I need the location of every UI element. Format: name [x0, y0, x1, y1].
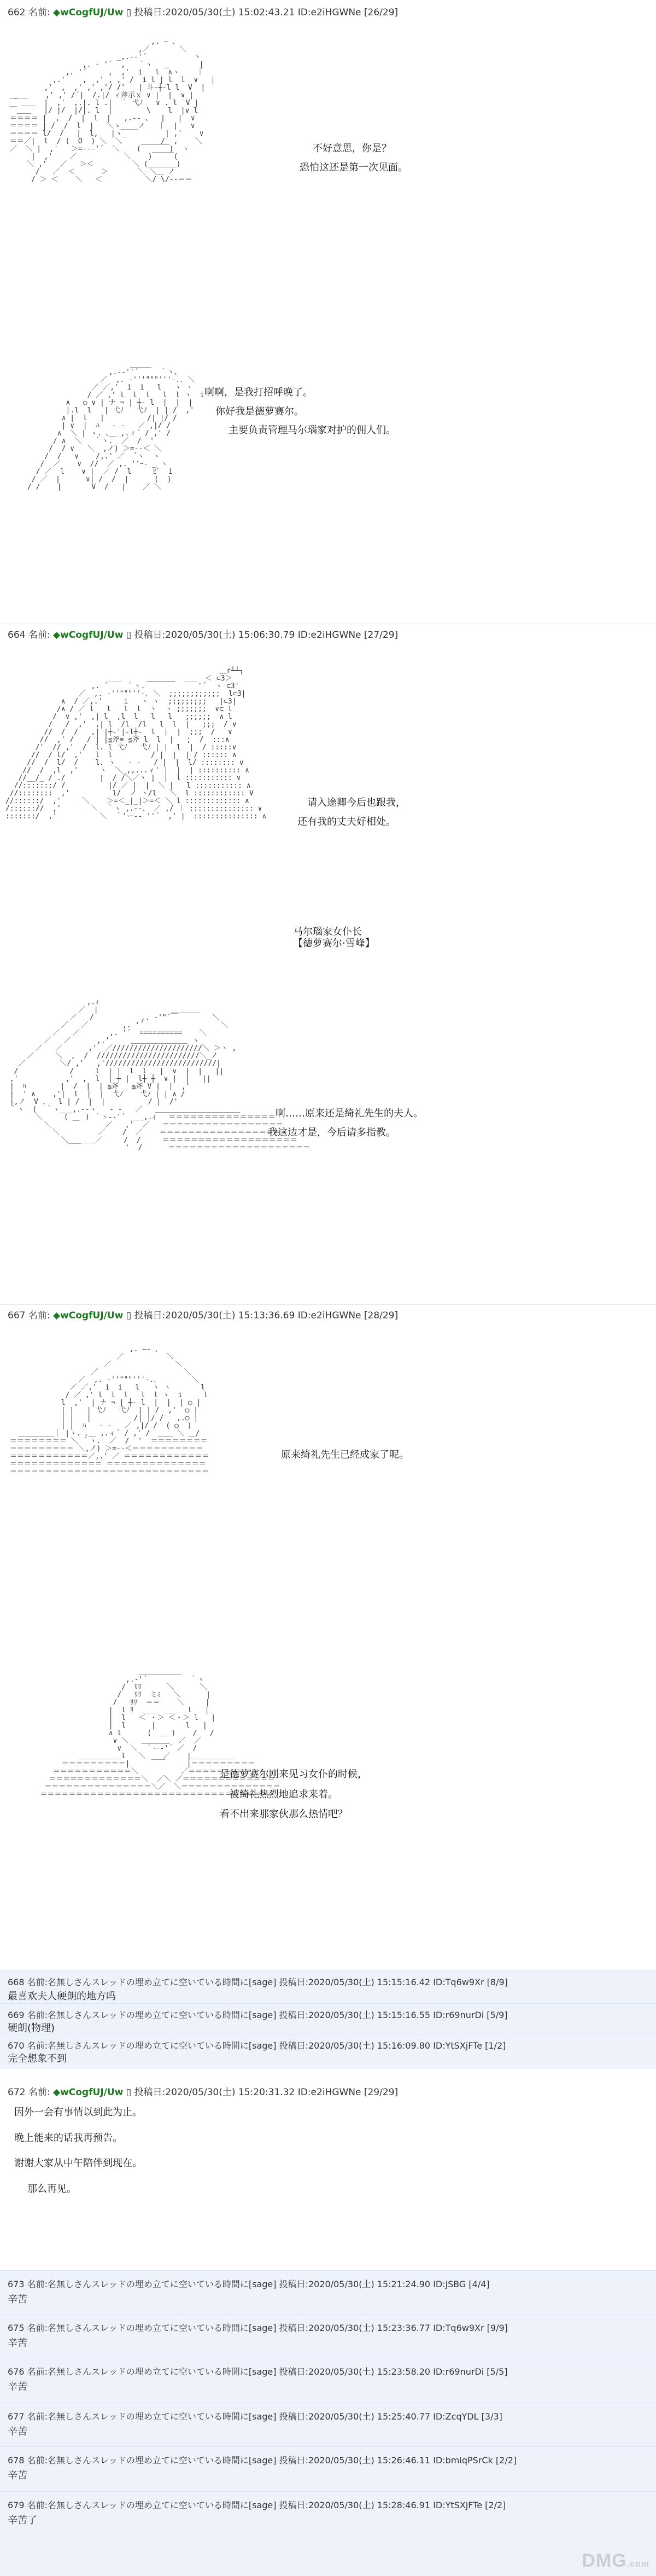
poster-trip: ◆wCogfUJ/Uw	[53, 7, 124, 18]
date-label: 投稿日:	[279, 2500, 308, 2510]
poster-id[interactable]: ID:e2iHGWNe	[297, 2087, 361, 2098]
post-number[interactable]: 673	[8, 2279, 25, 2289]
caption-line: 【德萝赛尔·雪峰】	[293, 937, 375, 949]
date-label: 投稿日:	[279, 2279, 308, 2289]
box-glyph: ▯	[126, 630, 132, 641]
reply-count: [1/2]	[485, 2040, 506, 2051]
reply-id[interactable]: ID:ZcqYDL	[433, 2411, 479, 2422]
reply-679	[0, 2491, 656, 2576]
ascii-art-5: ,. ―‐ ､ ／ ＼ ／ ＼ ／ ＼ ／ ,. ‐''"""'''‐.､ ＼ ／ ／,' i i l ヽ ヽ l / ／ ,' l l l l l ヽ i l l ,' | ナ ¬ | ┼- l | | | ○ | | | | 弋ﾉ 弋ﾉ | | / ,' ○ | | | | /| |/ / ,.○ | | | ﾊ ‐ ‐ ／ ,|/ / ( ○ ) ＿＿＿＿＿｜ |ヽ. ､＿ ,.ィ´ / ,' / ＿＿ ＼ ＿/ ＝＝＝＝＝＝＝＝ ＼ ｀ヽ. ／ / ' ＝＝＝＝＝＝＝＝ ＝＝＝＝＝＝＝＝＝ ＼,ノ) ＞=‐-＜＝＝＝＝＝＝＝＝＝＝ ＝＝＝＝＝＝＝＝＝＝＝／,.' ／ ＝＝＝＝＝＝＝＝＝＝＝＝ ＝＝＝＝＝＝＝＝＝＝＝＝＝ ＝＝＝＝＝＝＝＝＝＝＝＝＝＝ ＝＝＝＝＝＝＝＝＝＝＝＝＝＝＝＝＝＝＝＝＝＝＝＝＝＝＝＝	[9, 1345, 209, 1476]
post-number[interactable]: 664	[8, 630, 26, 641]
reply-678	[0, 2446, 656, 2491]
dialog-line: 原来绮礼先生已经成家了呢。	[281, 1449, 409, 1461]
ascii-art-2: ＿＿＿ ,.-‐''´ ｀ヽ、 ／ ,. ‐'''"""'''‐.､ ＼ ／ ／,' i i l ヽ ヽ / ／ ,' l l l l l ヽ i ∧ ○ ∨ | ナ ¬ | ┼- l | | | |.l l | 弋ﾉ 弋ﾉ | | / ,' ∧ | l | /| |/ / | ∨ | ﾊ ‐ ‐ ／ ,|/ / ∧ ＼ | ヽ. ､＿ ,.ィ´ / ,' / / ∧ ＼ ｀ヽ. ／ / ' / / ∨ ＼ ,ノ) ＞=‐-＜ ＼ / / ∨ /,.' ／ ´ヽ ヽ / ／ ∨ // ／ ,. ''ｰ‐ _ ヽ / ／ l ∨ | ／ / l ﾋﾞ i / ／ | ∨| / / | ( ) / / | V / | ／ ＼	[27, 360, 204, 491]
reply-header	[8, 1975, 508, 1988]
reply-body: 辛苦	[8, 2337, 27, 2349]
post-header	[8, 4, 398, 18]
post-date: 2020/05/30(土) 15:06:30.79	[165, 630, 295, 641]
reply-date: 2020/05/30(土) 15:15:16.42	[308, 1977, 431, 1987]
reply-body: 辛苦	[8, 2470, 27, 2481]
reply-count: [8/9]	[487, 1977, 508, 1987]
dialog-line: 被绮礼热烈地追求来着。	[230, 1788, 338, 1800]
reply-date: 2020/05/30(土) 15:15:16.55	[308, 2010, 431, 2020]
dialog-line: 因外一会有事情以到此为止。	[14, 2107, 142, 2118]
reply-name: 名前:名無しさんスレッドの埋め立てに空いている時間に[sage]	[27, 2500, 277, 2510]
post-count: [26/29]	[364, 7, 399, 18]
dialog-667	[281, 1450, 409, 1461]
dialog-line: 我这边才是，今后请多指教。	[268, 1126, 396, 1138]
date-label: 投稿日:	[279, 2411, 308, 2422]
ascii-art-1: ,. ― ､ ,／ ＼ _,.-‐'´ ヽ ,. ‐ '´ , ｀ヽ _ | ,. '´ , ,' i l ∧ヽ ｜ ,.' , ,' , ,' / i l | l l ∨ | ,' , ,' ,' ,'/ /' _ | 斗-┼-l l V | ＿＿ ,' ,' /´| /.|/ ィ斧示ｘ ∨ | | ∨ | ￣ ＿＿ | ,' ,.|. l .| ｀ 弋ﾉ ∨ . l V | ￣＿＿ |/ |/ |/|. l | \ l |∨ l ＝＝＝＝ | , / | l | ,.-‐ 、 | | ∨ ＝＝＝＝ | / / l | ＼ゝ____ノ ｜ | ∨ ＝＝＝＝ l/ / | l, |ヽ_ | ,' ∨ ＝＝／| l / ( O ) ＼ ＼ / , ＼ ／ ＼ | ,' ＞=--‐'´ ＼ (￣￣￣￣) ヽ | ,' ／ ＼ )￣￣￣( ＼ ,' ／ ＞＜ ＼ (＿＿＿＿) / ／ ＜ ＞ ＼ ＼＿ ノ / ＞ ＜ ＼ ＜ ＼/ \/--＝＝	[9, 38, 215, 184]
date-label: 投稿日:	[134, 1310, 166, 1321]
name-label: 名前:	[28, 1310, 50, 1321]
reply-count: [5/9]	[487, 2010, 508, 2020]
reply-name: 名前:名無しさんスレッドの埋め立てに空いている時間に[sage]	[27, 2411, 277, 2422]
reply-date: 2020/05/30(土) 15:23:36.77	[308, 2323, 431, 2333]
dialog-664b	[268, 1108, 423, 1138]
dialog-line: 谢谢大家从中午陪伴到现在。	[14, 2158, 142, 2170]
caption-664	[293, 927, 375, 949]
post-count: [28/29]	[364, 1310, 399, 1321]
reply-date: 2020/05/30(土) 15:23:58.20	[308, 2366, 431, 2377]
reply-count: [3/3]	[481, 2411, 502, 2422]
reply-676	[0, 2358, 656, 2403]
post-header	[8, 1307, 398, 1321]
post-date: 2020/05/30(土) 15:13:36.69	[165, 1310, 295, 1321]
dialog-line: 主要负责管理马尔瑙家对护的佣人们。	[229, 425, 396, 437]
reply-header	[8, 2453, 517, 2466]
reply-header	[8, 2410, 502, 2422]
post-number[interactable]: 667	[8, 1310, 26, 1321]
dialog-line: 你好我是德萝赛尔。	[215, 405, 304, 417]
post-number[interactable]: 676	[8, 2366, 25, 2377]
date-label: 投稿日:	[279, 2323, 308, 2333]
post-667	[0, 1307, 656, 1969]
dialog-line: 那么再见。	[27, 2183, 77, 2195]
dialog-line: 还有我的丈夫好相处。	[297, 816, 396, 828]
date-label: 投稿日:	[279, 1977, 308, 1987]
reply-count: [9/9]	[487, 2323, 508, 2333]
dialog-line: 不好意思，你是？	[313, 143, 391, 154]
poster-trip: ◆wCogfUJ/Uw	[53, 630, 124, 641]
reply-count: [2/2]	[495, 2455, 517, 2465]
reply-name: 名前:名無しさんスレッドの埋め立てに空いている時間に[sage]	[27, 2323, 277, 2333]
date-label: 投稿日:	[134, 2087, 166, 2098]
reply-669	[0, 2003, 656, 2034]
post-date: 2020/05/30(土) 15:20:31.32	[165, 2087, 295, 2098]
reply-body: 完全想象不到	[8, 2053, 67, 2065]
reply-date: 2020/05/30(土) 15:16:09.80	[308, 2040, 431, 2051]
reply-id[interactable]: ID:YtSXjFTe	[433, 2500, 483, 2510]
reply-date: 2020/05/30(土) 15:28:46.91	[308, 2500, 431, 2510]
reply-date: 2020/05/30(土) 15:26:46.11	[308, 2455, 431, 2465]
reply-name: 名前:名無しさんスレッドの埋め立てに空いている時間に[sage]	[27, 2010, 277, 2020]
post-date: 2020/05/30(土) 15:02:43.21	[165, 7, 295, 18]
reply-header	[8, 2008, 508, 2021]
dialog-662b	[204, 387, 396, 437]
reply-body: 最喜欢夫人硬朗的地方吗	[8, 1991, 116, 2002]
reply-id[interactable]: ID:YtSXjFTe	[433, 2040, 483, 2051]
reply-name: 名前:名無しさんスレッドの埋め立てに空いている時間に[sage]	[27, 2040, 277, 2051]
box-glyph: ▯	[126, 1310, 132, 1321]
reply-header	[8, 2321, 508, 2334]
separator	[0, 1304, 656, 1305]
reply-id[interactable]: ID:r69nurDi	[433, 2366, 484, 2377]
reply-673	[0, 2270, 656, 2314]
reply-name: 名前:名無しさんスレッドの埋め立てに空いている時間に[sage]	[27, 2366, 277, 2377]
name-label: 名前:	[28, 2087, 50, 2098]
date-label: 投稿日:	[279, 2010, 308, 2020]
post-count: [27/29]	[364, 630, 399, 641]
post-672	[0, 2079, 656, 2265]
dialog-664	[297, 798, 406, 828]
post-number[interactable]: 678	[8, 2455, 25, 2465]
date-label: 投稿日:	[134, 630, 166, 641]
reply-id[interactable]: ID:r69nurDi	[433, 2010, 484, 2020]
poster-id[interactable]: ID:e2iHGWNe	[297, 630, 361, 641]
dialog-line: 看不出来那家伙那么热情吧？	[220, 1809, 348, 1821]
watermark-sub: .com	[626, 2560, 649, 2569]
dialog-line: 啊啊，是我打招呼晚了。	[204, 387, 313, 398]
reply-id[interactable]: ID:bmiqPSrCk	[433, 2455, 493, 2465]
site-watermark-logo	[582, 2550, 649, 2572]
post-662	[0, 0, 656, 618]
post-664	[0, 627, 656, 1300]
dialog-672	[14, 2107, 142, 2195]
reply-header	[8, 2498, 506, 2511]
poster-trip: ◆wCogfUJ/Uw	[53, 2087, 124, 2098]
reply-670	[0, 2034, 656, 2069]
dialog-line: 恐怕这还是第一次见面。	[300, 161, 408, 173]
reply-id[interactable]: ID:jSBG	[433, 2279, 466, 2289]
post-header	[8, 627, 398, 641]
poster-id[interactable]: ID:e2iHGWNe	[297, 1310, 361, 1321]
reply-body: 硬朗(物理)	[8, 2022, 55, 2034]
ascii-art-6: ＿＿＿＿＿＿ ,.‐'´ ｀ヽ / ﾘﾘ ＼ ＼ / ﾘﾘ ミﾐ ＼ | / ﾘﾘ ＝＝ ＼ | | l ﾘ ＿＿ ＿＿ l | | l ＜ ・＞ ＜・＞ l | | l | l | ∧ l ( ＿ ) / / ∨ ＼ ＿＿＿＿ ／ ／ ∨ ＼ ｀ー‐'´ ／ / ＿＿＿＿＿＿l ＼ ／ |＿＿＿＿＿＿ ＝＝＝＝＝＝＝＝＝| ￣￣ |＝＝＝＝＝＝＝＝＝ ＝＝＝＝＝＝＝＝＝＝＝＼ ／＝＝＝＝＝＝＝＝＝＝＝ ＝＝＝＝＝＝＝＝＝＝＝＝＝＼ ／＼ ／＝＝＝＝＝＝＝＝＝＝＝＝＝ ＝＝＝＝＝＝＝＝＝＝＝＝＝＝＝＼／ ＼＝＝＝＝＝＝＝＝＝＝＝＝＝＝ ＝＝＝＝＝＝＝＝＝＝＝＝＝＝＝＝＝＝＝＝＝＝＝＝＝＝＝＝＝＝＝＝＝	[40, 1668, 280, 1799]
post-number[interactable]: 670	[8, 2040, 25, 2051]
post-number[interactable]: 677	[8, 2411, 25, 2422]
reply-name: 名前:名無しさんスレッドの埋め立てに空いている時間に[sage]	[27, 2279, 277, 2289]
reply-body: 辛苦了	[8, 2515, 37, 2526]
date-label: 投稿日:	[134, 7, 166, 18]
reply-name: 名前:名無しさんスレッドの埋め立てに空いている時間に[sage]	[27, 2455, 277, 2465]
reply-date: 2020/05/30(土) 15:25:40.77	[308, 2411, 431, 2422]
dialog-662	[300, 143, 408, 173]
name-label: 名前:	[28, 630, 50, 641]
reply-id[interactable]: ID:Tq6w9Xr	[433, 2323, 484, 2333]
watermark-main: DMG	[582, 2550, 627, 2571]
reply-header	[8, 2365, 508, 2377]
reply-name: 名前:名無しさんスレッドの埋め立てに空いている時間に[sage]	[27, 1977, 277, 1987]
ascii-art-4: ,.ｨ ／ | ＿＿＿＿ ／ / ,. ‐'"´￣ ＼ ／ ／ ,. '´ ＼ ／ ／ ,. '´ ========== ＼ ／ ／ ,.' ＿＿＿＿＿＿＿＿ ヽ ／ ／ ,' ／/////////////////////＼ ＞ヽ , ／ ＼ , / ////////////////////////＼_ノ ／ ＼/ ,' ,'//////////////////////////| / / l | | l l | ∨ | | || ,' ,' , l | ┼ | l┼ ┼ ∨ | | || | ﾊ | / | | ≦斧 _ ≦斧 V | | ,' | ' ∧ ,'| l | | 弋ﾉ 弋ﾉ | | ∧ / |,ノ V 、 l | / | | / | /' ｀ヽ ( ｀ヽ___,.-‐ヽ ‐ - ／ ＿＿＿＿＿＿＿＿＿＿＿＿ ＼ ( ) ｀ヽ-‐'´ ＿＿,.ｨ ＝＝＝＝＝＝＝＝＝＝＝＝＝＝＝ ＼ ￣ ／ ,' ／ ＝＝＝＝＝＝＝＝＝＝＝＝＝＝＝＝＝ ＼ ／ / ／ ＝＝＝＝＝＝＝＝＝＝＝＝＝＝＝＝＝＝ ＼___＿＿／ / / ＝＝＝＝＝＝＝＝＝＝＝＝＝＝＝＝＝＝＝ ' / ＝＝＝＝＝＝＝＝＝＝＝＝＝＝＝＝＝＝＝＝	[9, 998, 311, 1152]
box-glyph: ▯	[126, 2087, 132, 2098]
reply-count: [4/4]	[468, 2279, 490, 2289]
reply-header	[8, 2039, 506, 2051]
reply-body: 辛苦	[8, 2426, 27, 2438]
post-count: [29/29]	[364, 2087, 399, 2098]
reply-668	[0, 1970, 656, 2003]
reply-body: 辛苦	[8, 2381, 27, 2393]
dialog-line: 是德萝赛尔刚来见习女仆的时候，	[220, 1769, 367, 1780]
poster-id[interactable]: ID:e2iHGWNe	[297, 7, 361, 18]
post-number[interactable]: 662	[8, 7, 26, 18]
post-number[interactable]: 679	[8, 2500, 25, 2510]
post-number[interactable]: 668	[8, 1977, 25, 1987]
dialog-line: 晚上能来的话我再预告。	[14, 2132, 122, 2144]
dialog-line: 请入途卿今后也跟我，	[307, 797, 406, 809]
post-number[interactable]: 675	[8, 2323, 25, 2333]
dialog-line: 啊……原来还是绮礼先生的夫人。	[276, 1108, 423, 1119]
ascii-art-3: ＿r┴┴┐ ＿＿＿＿ ＜ ⊂3＞ ,. ´￣￣ ｀ヽ. ￣￣'´ ヽ ⊂3' ／ ,. ‐''"""''‐､ ＼ ;;;;;;;;;;;; l⊂3| ∧ / ／,.' i ヽ ヽ ;;;;;;;;; |⊂3| /∧ / ／ l l l l ヽ ヽ ;;;;;;; ∨⊂ l / ∨ ,' ,| l ,l l l l ;;;;;; ∧ l / / ,' ,| l /l /l l l | ;;; / ∨ // / / ,| |┼‐'|‐l┼- l | | ;;; / ∨ // ,' / / | |≦斧≡ ≦斧 l l | ; / :::∧ /' // ,' / l. l 弋ﾉ 弋ﾉ | | l | / :::::∨ // / l/ ,' l l / | | | / :::::: ∧ // / l/ / l. ヽ ‐ - / | | l/ :::::::: ∨ // / ,l ,' ヽ ＼_,,...ィ' | | | :::::::::: ∧ //__/_ / ./ | / /＼／ヽ | | l ::::::::::: ∨ //:::::::/ / |/ ／ | | ＼ | l ::::::::::: ∧ //:::::::: ,' l/ ノ ヽ/l ＼ l :::::::::::: V //::::::/ ,' ＼ ＞=＜_|_|＞=＜ ＼ l ::::::::::::: ∧ /::::::// ,' ＼ ｀ヽ ,.--、 ／ ,/ ｜ ::::::::::::::: ∨ :::::::/ ,' ＼ ｀'ー-‐ ''´ ,' | ::::::::::::::: ∧	[5, 667, 267, 821]
reply-id[interactable]: ID:Tq6w9Xr	[433, 1977, 484, 1987]
date-label: 投稿日:	[279, 2366, 308, 2377]
reply-date: 2020/05/30(土) 15:21:24.90	[308, 2279, 431, 2289]
reply-count: [2/2]	[485, 2500, 506, 2510]
date-label: 投稿日:	[279, 2455, 308, 2465]
caption-line: 马尔瑙家女仆长	[293, 926, 362, 938]
reply-677	[0, 2403, 656, 2446]
poster-trip: ◆wCogfUJ/Uw	[53, 1310, 124, 1321]
date-label: 投稿日:	[279, 2040, 308, 2051]
post-number[interactable]: 669	[8, 2010, 25, 2020]
reply-header	[8, 2277, 490, 2290]
box-glyph: ▯	[126, 7, 132, 18]
post-header	[8, 2084, 398, 2098]
post-number[interactable]: 672	[8, 2087, 26, 2098]
reply-body: 辛苦	[8, 2294, 27, 2305]
reply-count: [5/5]	[487, 2366, 508, 2377]
dialog-667b	[220, 1769, 367, 1821]
name-label: 名前:	[28, 7, 50, 18]
reply-675	[0, 2314, 656, 2358]
